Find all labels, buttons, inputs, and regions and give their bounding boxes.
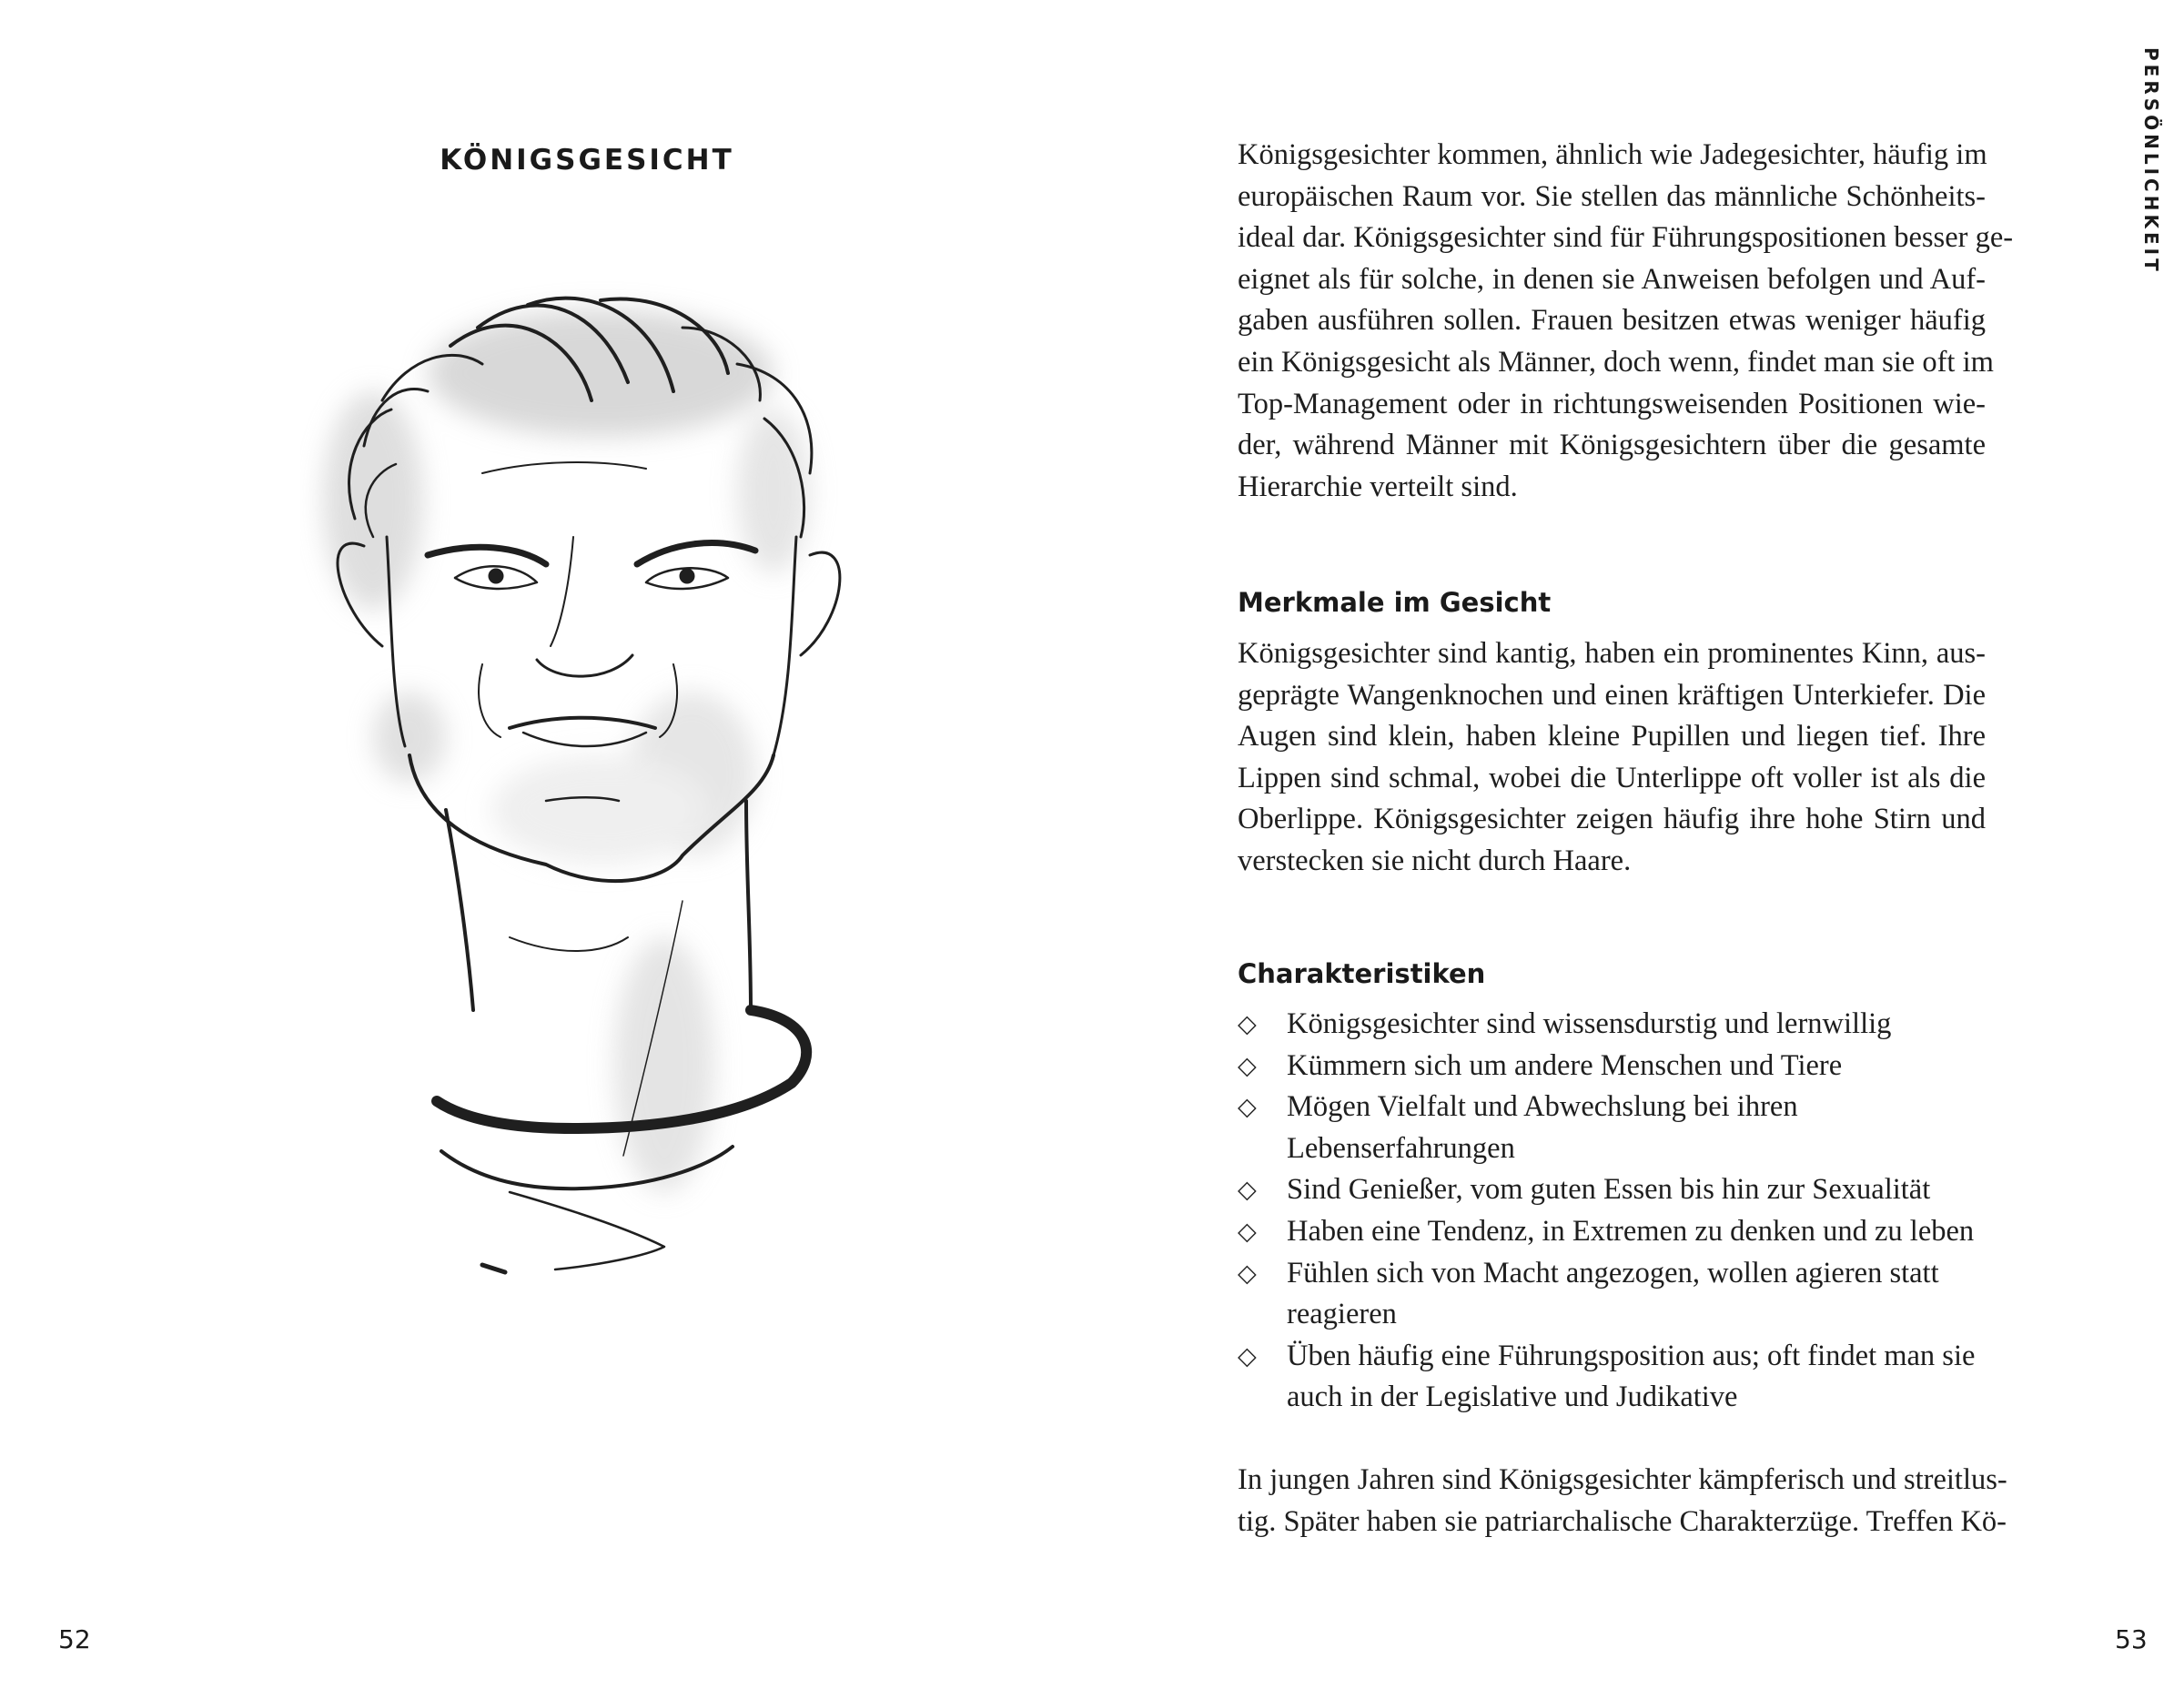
gray-wash <box>323 309 810 1192</box>
features-heading: Merkmale im Gesicht <box>1238 587 1552 618</box>
text-line: tig. Später haben sie patriarchalische Charakterzüge. Treffen Kö- <box>1238 1504 2007 1538</box>
list-item <box>1238 1211 1986 1253</box>
diamond-bullet-icon: ◇ <box>1238 1093 1257 1122</box>
intro-paragraph <box>1238 135 2014 508</box>
chapter-title: KÖNIGSGESICHT <box>440 144 734 177</box>
closing-paragraph <box>1238 1460 2007 1542</box>
text-line: Lippen sind schmal, wobei die Unterlippe oft voller ist als die <box>1238 761 1986 794</box>
list-item-text: Haben eine Tendenz, in Extremen zu denken und zu leben <box>1287 1214 1975 1248</box>
diamond-bullet-icon: ◇ <box>1238 1259 1257 1288</box>
list-item <box>1238 1253 1986 1336</box>
diamond-bullet-icon: ◇ <box>1238 1217 1257 1246</box>
text-line: Augen sind klein, haben kleine Pupillen und liegen tief. Ihre <box>1238 720 1986 753</box>
list-item <box>1238 1169 1986 1211</box>
text-line: geprägte Wangenknochen und einen kräftigen Unterkiefer. Die <box>1238 678 1986 712</box>
section-tab: PERSÖNLICHKEIT <box>2140 47 2162 275</box>
list-item-text: auch in der Legislative und Judikative <box>1287 1380 1738 1414</box>
text-line: Oberlippe. Königsgesichter zeigen häufig ihre hohe Stirn und <box>1238 803 1986 836</box>
text-line: verstecken sie nicht durch Haare. <box>1238 844 1632 877</box>
text-line: Königsgesichter sind kantig, haben ein prominentes Kinn, aus- <box>1238 637 1986 670</box>
diamond-bullet-icon: ◇ <box>1238 1010 1257 1038</box>
right-page <box>1092 0 2184 1699</box>
text-line: ideal dar. Königsgesichter sind für Führungspositionen besser ge- <box>1238 221 2014 255</box>
page-number-left: 52 <box>58 1624 91 1654</box>
text-line: Königsgesichter kommen, ähnlich wie Jadegesichter, häufig im <box>1238 138 1987 171</box>
list-item-text: Lebenserfahrungen <box>1287 1131 1515 1165</box>
text-line: eignet als für solche, in denen sie Anweisen befolgen und Auf- <box>1238 262 1986 296</box>
list-item-text: Kümmern sich um andere Menschen und Tiere <box>1287 1048 1843 1082</box>
list-item-text: reagieren <box>1287 1298 1397 1331</box>
text-line: der, während Männer mit Königsgesichtern über die gesamte <box>1238 429 1986 462</box>
list-item-text: Üben häufig eine Führungsposition aus; oft findet man sie <box>1287 1339 1976 1372</box>
text-line: In jungen Jahren sind Königsgesichter kämpferisch und streitlus- <box>1238 1463 2007 1496</box>
list-item <box>1238 1046 1986 1087</box>
list-item <box>1238 1087 1986 1169</box>
features-paragraph <box>1238 633 1986 883</box>
characteristics-heading: Charakteristiken <box>1238 958 1486 989</box>
face-illustration <box>300 264 883 1356</box>
text-line: ein Königsgesicht als Männer, doch wenn, findet man sie oft im <box>1238 345 1994 379</box>
text-line: gaben ausführen sollen. Frauen besitzen etwas weniger häufig <box>1238 304 1986 338</box>
text-line: Top-Management oder in richtungsweisenden Positionen wie- <box>1238 387 1986 420</box>
text-line: europäischen Raum vor. Sie stellen das männliche Schönheits- <box>1238 179 1986 213</box>
list-item-text: Mögen Vielfalt und Abwechslung bei ihren <box>1287 1090 1798 1124</box>
diamond-bullet-icon: ◇ <box>1238 1051 1257 1080</box>
diamond-bullet-icon: ◇ <box>1238 1341 1257 1370</box>
list-item-text: Königsgesichter sind wissensdurstig und lernwillig <box>1287 1007 1892 1040</box>
list-item <box>1238 1004 1986 1046</box>
list-item-text: Fühlen sich von Macht angezogen, wollen agieren statt <box>1287 1256 1939 1289</box>
page-number-right: 53 <box>2115 1624 2148 1654</box>
characteristics-list <box>1238 1004 1986 1419</box>
text-line: Hierarchie verteilt sind. <box>1238 470 1518 503</box>
diamond-bullet-icon: ◇ <box>1238 1176 1257 1205</box>
list-item <box>1238 1336 1986 1419</box>
list-item-text: Sind Genießer, vom guten Essen bis hin zur Sexualität <box>1287 1173 1931 1207</box>
